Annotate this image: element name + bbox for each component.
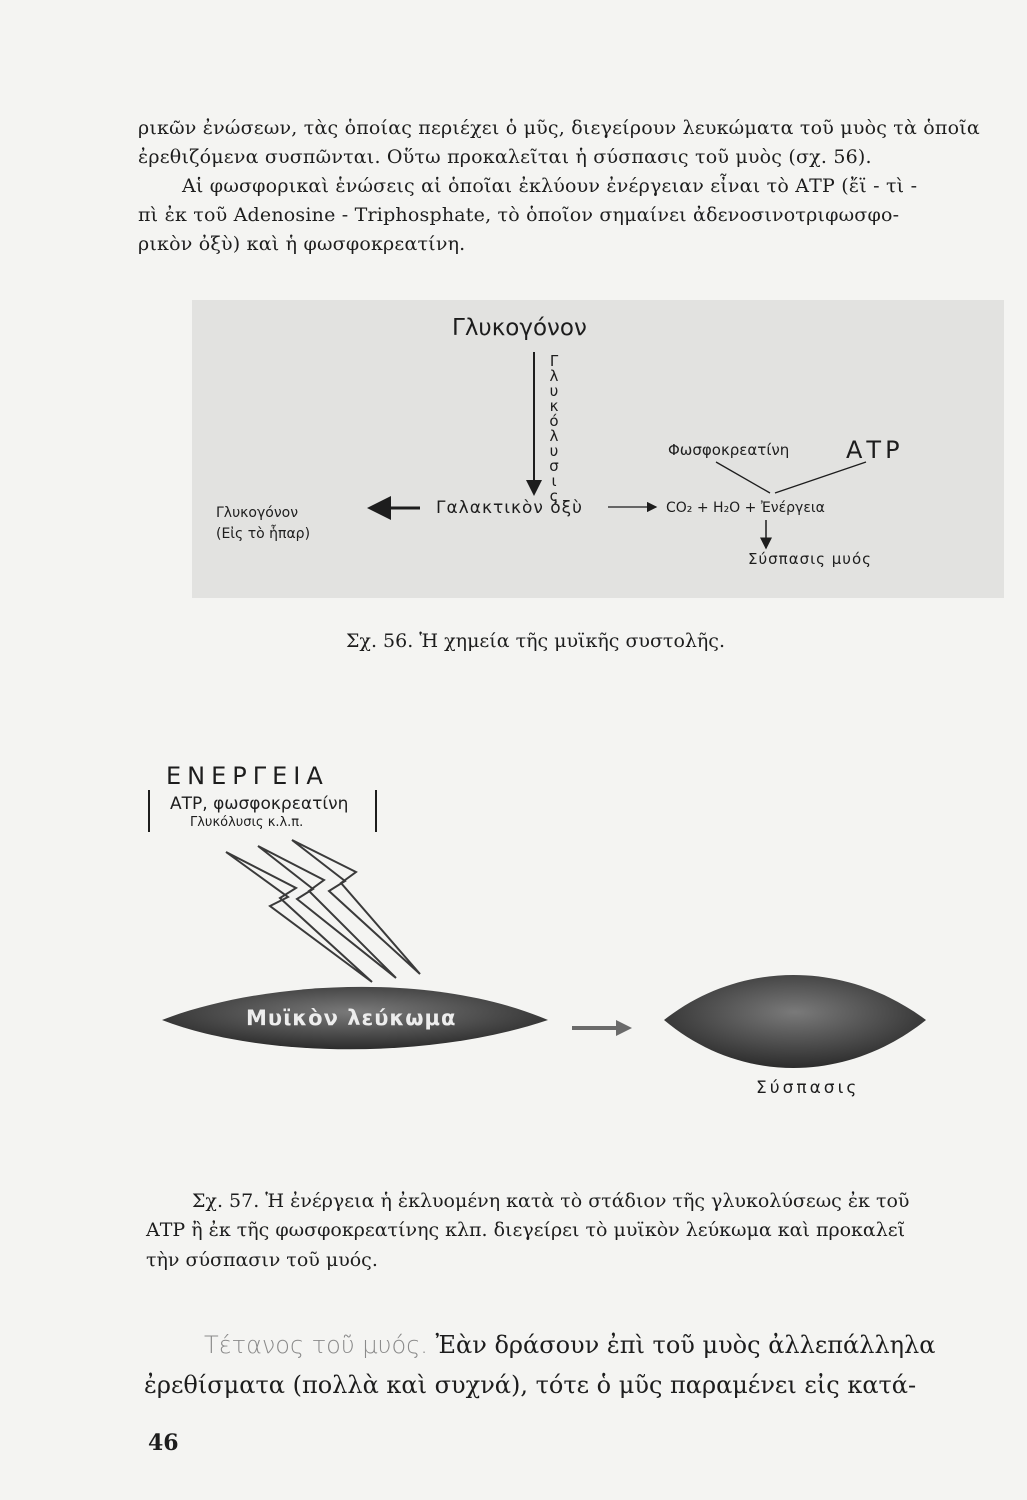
fig56-products: CO₂ + H₂O + Ἐνέργεια [666,500,825,516]
tetanus-line-text: ἐρεθίσματα (πολλὰ καὶ συχνά), τότε ὁ μῦς παραμένει εἰς κατά- [144,1371,917,1399]
tetanus-line-text: Ἐὰν δράσουν ἐπὶ τοῦ μυὸς ἀλλεπάλληλα [427,1331,936,1359]
tetanus-line [204,1325,1004,1365]
fig56-lactic-acid: Γαλακτικὸν ὀξὺ [436,498,583,518]
muscle-fiber-contracted [664,975,926,1068]
fig57-energy-title: ΕΝΕΡΓΕΙΑ [166,762,329,790]
fig57-muscle-protein: Μυϊκὸν λεύκωμα [246,1006,457,1030]
fig56-to-liver: (Εἰς τὸ ἧπαρ) [216,526,311,542]
tetanus-paragraph [144,1325,1004,1405]
fig57-glycolysis-line: Γλυκόλυσις κ.λ.π. [190,815,304,830]
fig57-atp-line: ΑΤΡ, φωσφοκρεατίνη [170,794,349,814]
fig56-phosphocreatine: Φωσφοκρεατίνη [668,441,790,459]
body-line: ἐρεθιζόμενα συσπῶνται. Οὕτω προκαλεῖται ἡ σύσπασις τοῦ μυὸς (σχ. 56). [138,146,872,168]
body-line: Αἱ φωσφορικαὶ ἑνώσεις αἱ ὁποῖαι ἐκλύουν ἐνέργειαν εἶναι τὸ ΑΤΡ (ἔϊ - τὶ - [182,175,918,197]
body-line: ρικὸν ὀξὺ) καὶ ἡ φωσφοκρεατίνη. [138,233,466,255]
fig56-glycolysis-vertical: Γλυκόλυσις [545,352,563,502]
lightning-bolt [292,840,420,974]
fig56-caption: Σχ. 56. Ἡ χημεία τῆς μυϊκῆς συστολῆς. [346,630,725,652]
tetanus-heading: Τέτανος τοῦ μυός. [204,1331,428,1359]
contraction-arrow [572,1020,632,1036]
tetanus-line [144,1365,1004,1405]
lightning-bolt [226,852,372,982]
fig57-contraction: Σύσπασις [756,1078,860,1098]
fig56-atp: ΑΤΡ [846,436,904,464]
body-line: ρικῶν ἐνώσεων, τὰς ὁποίας περιέχει ὁ μῦς, διεγείρουν λευκώματα τοῦ μυὸς τὰ ὁποῖα [138,117,980,139]
fig56-glycogen-top: Γλυκογόνον [452,315,587,341]
fig57-caption-line: Σχ. 57. Ἡ ἐνέργεια ἡ ἐκλυομένη κατὰ τὸ στάδιον τῆς γλυκολύσεως ἐκ τοῦ [192,1190,910,1212]
fig57-caption-line: ΑΤΡ ἢ ἐκ τῆς φωσφοκρεατίνης κλπ. διεγείρει τὸ μυϊκὸν λεύκωμα καὶ προκαλεῖ [146,1219,906,1241]
page-number: 46 [148,1430,179,1456]
fig57-caption-line: τὴν σύσπασιν τοῦ μυός. [146,1249,378,1271]
fig56-glycogen-left: Γλυκογόνον [216,505,299,521]
body-line: πὶ ἐκ τοῦ Adenosine - Triphosphate, τὸ ὁποῖον σημαίνει ἀδενοσινοτριφωσφο- [138,204,900,226]
fig56-contraction: Σύσπασις μυός [748,550,872,568]
